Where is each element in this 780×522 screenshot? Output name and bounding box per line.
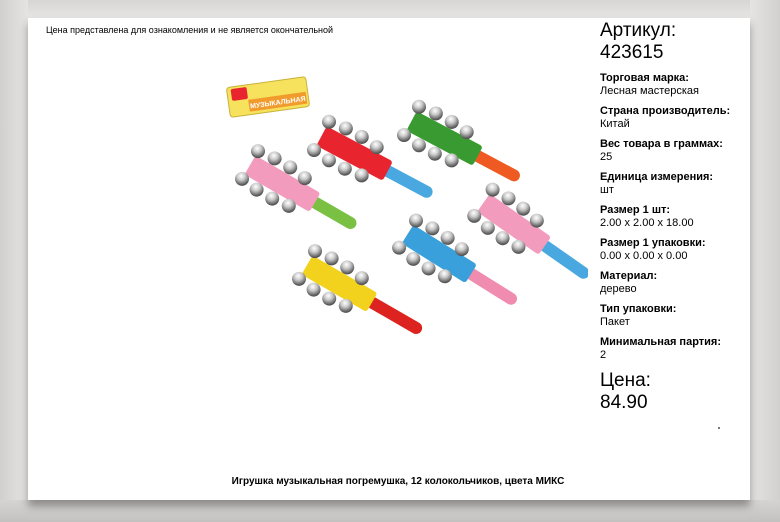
price-disclaimer: Цена представлена для ознакомления и не является окончательной	[46, 25, 334, 35]
product-info-panel	[600, 20, 750, 414]
prop-label: Минимальная партия:	[600, 336, 721, 348]
product-sheet	[28, 18, 750, 500]
prop-country	[600, 105, 750, 131]
prop-label: Материал:	[600, 270, 658, 282]
window-frame-right	[750, 0, 780, 522]
prop-label: Страна производитель:	[600, 105, 731, 117]
prop-value: Пакет	[600, 316, 630, 328]
prop-min-batch	[600, 336, 750, 362]
prop-value: 2	[600, 349, 607, 361]
prop-value: 25	[600, 151, 613, 163]
prop-value: 2.00 x 2.00 x 18.00	[600, 217, 694, 229]
prop-item-size	[600, 204, 750, 230]
prop-material	[600, 270, 750, 296]
prop-package-size	[600, 237, 750, 263]
prop-label: Тип упаковки:	[600, 303, 677, 315]
window-frame-top	[0, 0, 780, 18]
prop-label: Размер 1 шт:	[600, 204, 671, 216]
prop-unit	[600, 171, 750, 197]
prop-value: Лесная мастерская	[600, 85, 699, 97]
prop-brand	[600, 72, 750, 98]
prop-label: Размер 1 упаковки:	[600, 237, 706, 249]
product-image	[218, 70, 588, 360]
window-frame-left	[0, 0, 28, 522]
article-label: Артикул:	[600, 20, 677, 41]
prop-label: Торговая марка:	[600, 72, 689, 84]
window-frame-bottom	[0, 500, 780, 522]
prop-value: 0.00 x 0.00 x 0.00	[600, 250, 688, 262]
price-block	[600, 370, 750, 414]
prop-label: Единица измерения:	[600, 171, 714, 183]
product-caption: Игрушка музыкальная погремушка, 12 колокольчиков, цвета МИКС	[231, 476, 565, 487]
prop-value: Китай	[600, 118, 630, 130]
prop-value: дерево	[600, 283, 637, 295]
dot-mark	[718, 427, 720, 429]
price-label: Цена:	[600, 370, 651, 391]
prop-label: Вес товара в граммах:	[600, 138, 723, 150]
prop-package-type	[600, 303, 750, 329]
price-value: 84.90	[600, 392, 648, 413]
prop-weight	[600, 138, 750, 164]
article-value: 423615	[600, 42, 664, 63]
article-block	[600, 20, 750, 64]
package-label	[226, 77, 309, 118]
prop-value: шт	[600, 184, 614, 196]
package-label-text: МУЗЫКАЛЬНАЯ	[249, 95, 307, 111]
